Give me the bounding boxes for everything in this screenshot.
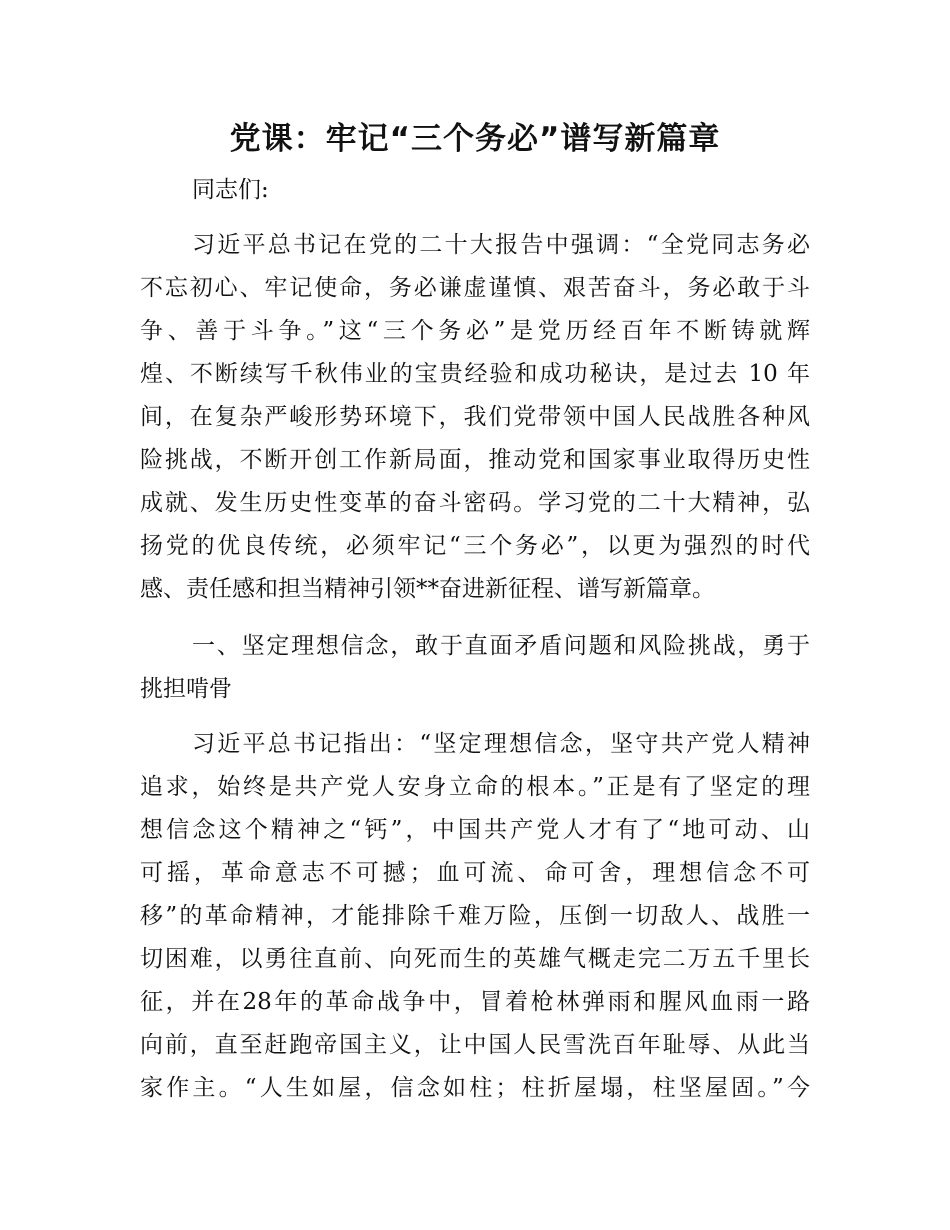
salutation: 同志们: xyxy=(192,177,269,203)
document-title: 党课：牢记“三个务必”谱写新篇章 xyxy=(229,121,721,157)
text-line: 向前，直至赶跑帝国主义，让中国人民雪洗百年耻辱、从此当 xyxy=(140,1032,810,1058)
text-line: 追求，始终是共产党人安身立命的根本。”正是有了坚定的理 xyxy=(140,774,810,800)
text-line: 移”的革命精神，才能排除千难万险，压倒一切敌人、战胜一 xyxy=(140,903,810,929)
text-line: 习近平总书记在党的二十大报告中强调：“全党同志务必 xyxy=(192,232,810,258)
text-line: 成就、发生历史性变革的奋斗密码。学习党的二十大精神，弘 xyxy=(140,490,810,516)
text-line: 险挑战，不断开创工作新局面，推动党和国家事业取得历史性 xyxy=(140,447,810,473)
text-line: 切困难，以勇往直前、向死而生的英雄气概走完二万五千里长 xyxy=(140,946,810,972)
text-line: 家作主。“人生如屋，信念如柱；柱折屋塌，柱坚屋固。”今 xyxy=(140,1075,810,1101)
text-line: 间，在复杂严峻形势环境下，我们党带领中国人民战胜各种风 xyxy=(140,404,810,430)
text-line: 征，并在28年的革命战争中，冒着枪林弹雨和腥风血雨一路 xyxy=(140,989,810,1015)
heading-line: 一、坚定理想信念，敢于直面矛盾问题和风险挑战，勇于 xyxy=(192,633,810,659)
text-line: 不忘初心、牢记使命，务必谦虚谨慎、艰苦奋斗，务必敢于斗 xyxy=(140,275,810,301)
text-line: 想信念这个精神之“钙”，中国共产党人才有了“地可动、山 xyxy=(140,817,810,843)
text-line: 争、善于斗争。”这“三个务必”是党历经百年不断铸就辉 xyxy=(140,318,810,344)
text-line: 感、责任感和担当精神引领**奋进新征程、谱写新篇章。 xyxy=(140,576,715,602)
text-line: 扬党的优良传统，必须牢记“三个务必”，以更为强烈的时代 xyxy=(140,533,810,559)
text-line: 煌、不断续写千秋伟业的宝贵经验和成功秘诀，是过去 10 年 xyxy=(140,361,810,387)
text-line: 习近平总书记指出：“坚定理想信念，坚守共产党人精神 xyxy=(192,731,810,757)
heading-line: 挑担啃骨 xyxy=(140,676,232,702)
text-line: 可摇，革命意志不可撼；血可流、命可舍，理想信念不可 xyxy=(140,860,810,886)
